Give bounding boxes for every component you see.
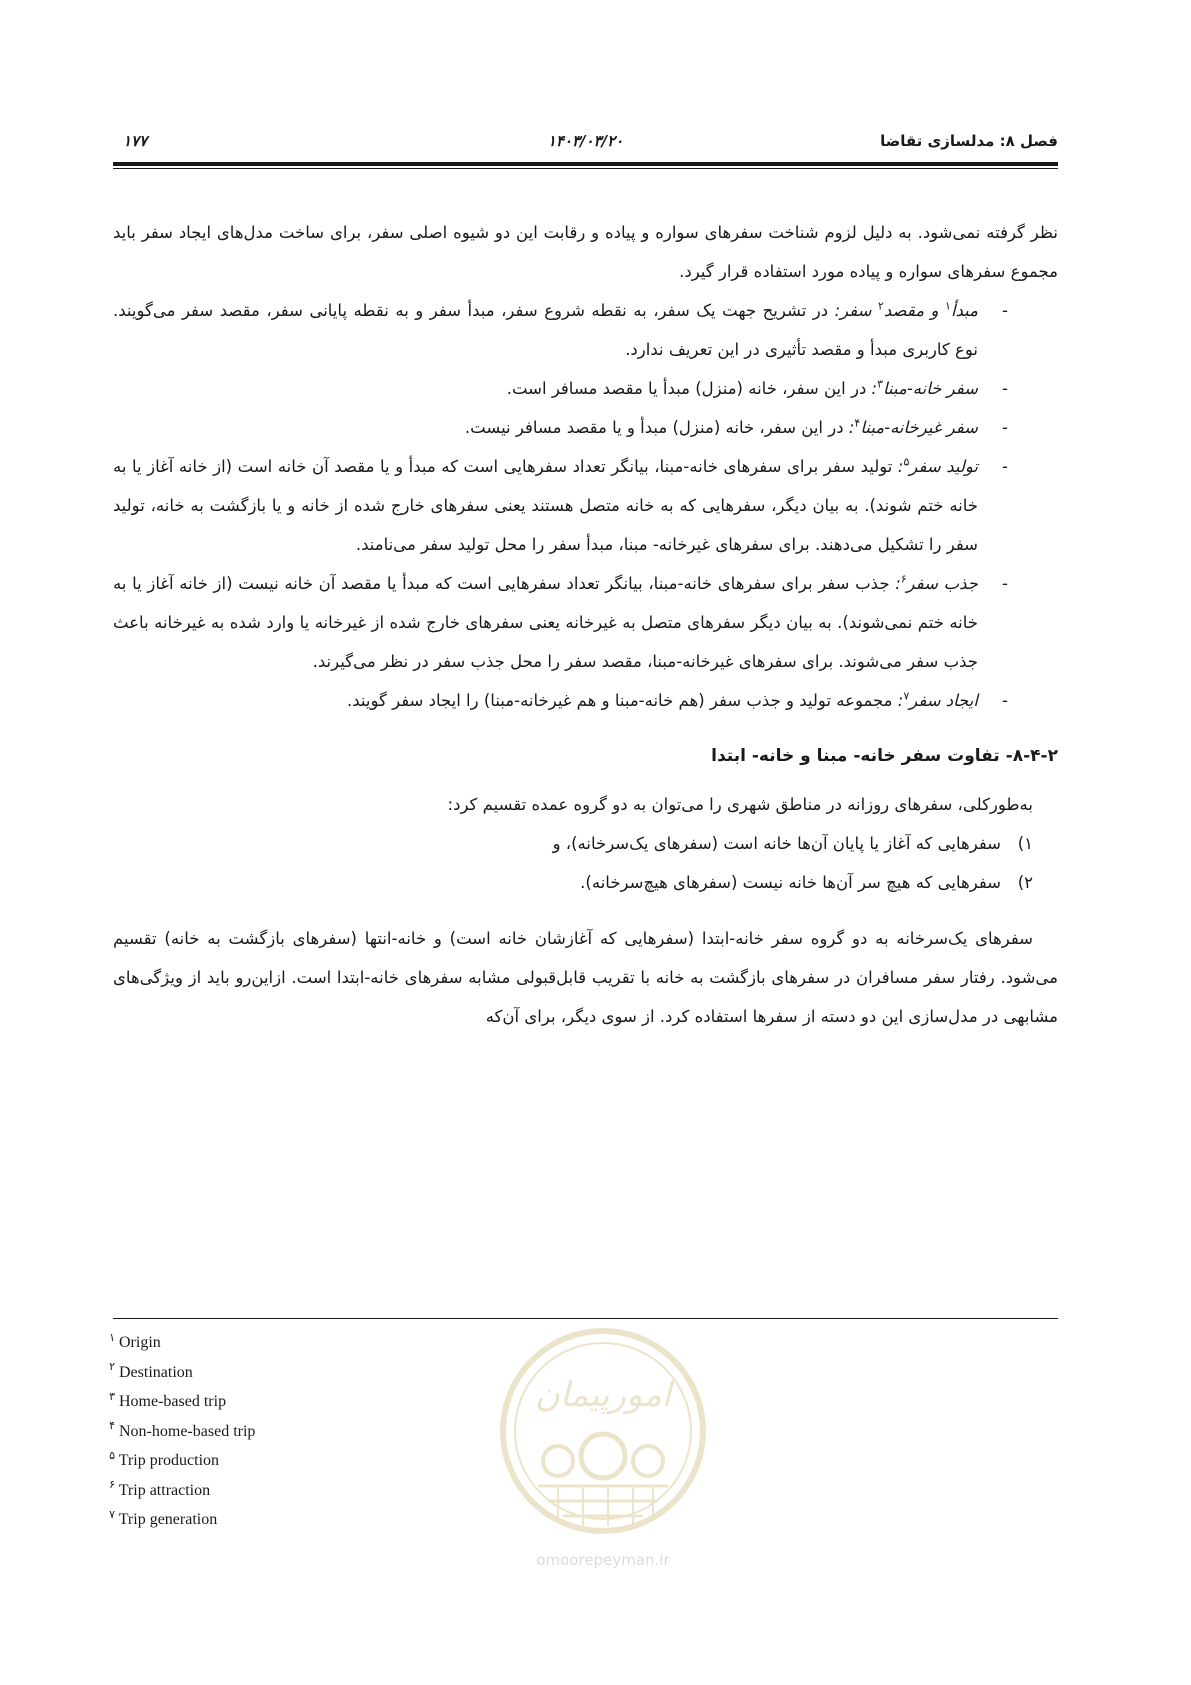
dash-bullet: - xyxy=(1002,457,1008,476)
footnote-ref: ۱ xyxy=(945,299,951,313)
term: : xyxy=(897,691,904,710)
item-number: ۱) xyxy=(1017,834,1033,853)
seal-icon xyxy=(488,1326,718,1546)
definition-item-home-based xyxy=(113,369,1058,408)
numbered-item xyxy=(113,824,1058,863)
definition-item-origin-destination xyxy=(113,291,1058,369)
term: و مقصد xyxy=(883,301,946,320)
footnote-ref: ۷ xyxy=(903,689,910,703)
section-heading: ۸-۴-۲- تفاوت سفر خانه- مبنا و خانه- ابتدا xyxy=(711,746,1058,766)
term: : xyxy=(871,379,878,398)
footnote-text: Home-based trip xyxy=(119,1393,227,1410)
dash-bullet: - xyxy=(1002,301,1008,320)
definition-text: در این سفر، خانه (منزل) مبدأ و یا مقصد مسافر نیست. xyxy=(464,418,849,437)
footnote-ref: ۲ xyxy=(877,299,884,313)
definition-text: در تشریح جهت یک سفر، به نقطه شروع سفر، مبدأ سفر و به نقطه پایانی سفر، مقصد سفر می‌گویند. نوع کاربری مبدأ و مقصد تأثیری در این تعریف ندارد. xyxy=(113,301,978,359)
footnote-ref: ۳ xyxy=(877,377,884,391)
continuation-paragraph: نظر گرفته نمی‌شود. به دلیل لزوم شناخت سفرهای سواره و پیاده و رقابت این دو شیوه اصلی سفر، برای ساخت مدل‌های ایجاد سفر باید مجموع سفرهای سواره و پیاده مورد استفاده قرار گیرد. xyxy=(113,223,1058,281)
numbered-list xyxy=(113,824,1058,902)
definition-text: در این سفر، خانه (منزل) مبدأ یا مقصد مسافر است. xyxy=(506,379,872,398)
footnote: ۷ Trip generation xyxy=(109,1508,218,1528)
footnote-text: Destination xyxy=(119,1363,193,1381)
dash-bullet: - xyxy=(1002,379,1008,398)
watermark-logo-text: امورپیمان xyxy=(534,1375,672,1415)
footnote-ref: ۶ xyxy=(900,572,907,586)
definition-item-trip-production xyxy=(113,447,1058,564)
numbered-item xyxy=(113,863,1058,902)
page-body xyxy=(113,213,1058,1036)
definition-text: جذب سفر برای سفرهای خانه-مبنا، بیانگر تعداد سفرهایی است که مبدأ یا مقصد آن خانه نیست (از خانه آغاز یا به خانه ختم نمی‌شوند). به بیان دیگر سفرهای متصل به غیرخانه یعنی سفرهای خارج شده از غیرخانه یا وارد شده به غیرخانه باعث جذب سفر می‌شوند. برای سفرهای غیرخانه-مبنا، مقصد سفر را محل جذب سفر در نظر می‌گیرند. xyxy=(113,574,978,671)
term: : xyxy=(848,418,855,437)
header-rule-thin xyxy=(113,168,1058,169)
definition-item-non-home-based xyxy=(113,408,1058,447)
dash-bullet: - xyxy=(1002,691,1008,710)
term: تولید سفر xyxy=(909,457,978,476)
definition-item-trip-generation xyxy=(113,681,1058,720)
definition-text: تولید سفر برای سفرهای خانه-مبنا، بیانگر تعداد سفرهایی است که مبدأ و یا مقصد آن خانه است (از خانه آغاز یا به خانه ختم شوند). به بیان دیگر، سفرهایی که به خانه متصل هستند یعنی سفرهای خارج شده از خانه و یا بازگشت به خانه، تولید سفر را تشکیل می‌دهند. برای سفرهای غیرخانه- مبنا، مبدأ سفر را محل تولید سفر می‌نامند. xyxy=(113,457,978,554)
header-date: ۱۴۰۳/۰۳/۲۰ xyxy=(547,132,624,150)
footnotes xyxy=(95,1328,495,1535)
page-header xyxy=(113,122,1058,162)
definition-list xyxy=(113,291,1058,720)
term: : xyxy=(895,574,901,593)
footnote: ۵ Trip production xyxy=(109,1449,220,1469)
footnote-rule xyxy=(113,1318,1058,1319)
footnote: ۳ Home-based trip xyxy=(109,1390,227,1410)
item-text: سفرهایی که آغاز یا پایان آن‌ها خانه است (سفرهای یک‌سرخانه)، و xyxy=(552,834,1001,853)
footnote-ref: ۵ xyxy=(903,455,910,469)
definition-item-trip-attraction xyxy=(113,564,1058,681)
footnote: ۱ Origin xyxy=(109,1331,161,1351)
dash-bullet: - xyxy=(1002,418,1008,437)
page-number: ۱۷۷ xyxy=(123,132,148,150)
footnote-ref: ۴ xyxy=(854,416,861,430)
footnote-text: Non-home-based trip xyxy=(119,1422,256,1440)
term: ایجاد سفر xyxy=(909,691,978,710)
footnote: ۲ Destination xyxy=(109,1361,193,1381)
term: جذب سفر xyxy=(906,574,978,593)
footnote: ۶ Trip attraction xyxy=(109,1479,211,1499)
watermark-logo xyxy=(488,1326,718,1571)
body-paragraph: سفرهای یک‌سرخانه به دو گروه سفر خانه-ابتدا (سفرهایی که آغازشان خانه است) و خانه-انتها (سفرهای بازگشت به خانه) تقسیم می‌شود. رفتار سفر مسافران در سفرهای بازگشت به خانه با تقریب قابل‌قبولی مشابه سفرهای خانه-ابتدا است. ازاین‌رو باید از ویژگی‌های مشابهی در مدل‌سازی این دو دسته از سفرها استفاده کرد. از سوی دیگر، برای آن‌که xyxy=(113,929,1058,1026)
item-text: سفرهایی که هیچ سر آن‌ها خانه نیست (سفرهای هیچ‌سرخانه). xyxy=(580,873,1001,892)
footnote-text: Origin xyxy=(119,1334,161,1351)
dash-bullet: - xyxy=(1002,574,1008,593)
watermark-url: omoorepeyman.ir xyxy=(536,1551,670,1569)
chapter-title: فصل ۸: مدلسازی تقاضا xyxy=(880,132,1058,150)
footnote-text: Trip generation xyxy=(118,1511,218,1528)
term: مبدأ xyxy=(950,301,978,320)
item-number: ۲) xyxy=(1017,873,1033,892)
term: سفر خانه-مبنا xyxy=(883,379,978,398)
footnote-text: Trip attraction xyxy=(118,1481,211,1499)
intro-paragraph: به‌طورکلی، سفرهای روزانه در مناطق شهری را می‌توان به دو گروه عمده تقسیم کرد: xyxy=(447,795,1033,814)
footnote-text: Trip production xyxy=(118,1452,220,1469)
footnote: ۴ Non-home-based trip xyxy=(109,1420,256,1440)
header-rule-thick xyxy=(113,162,1058,166)
term: : xyxy=(897,457,904,476)
term: سفر غیرخانه-مبنا xyxy=(860,418,978,437)
definition-text: مجموعه تولید و جذب سفر (هم خانه-مبنا و هم غیرخانه-مبنا) را ایجاد سفر گویند. xyxy=(346,691,898,710)
term: سفر: xyxy=(834,301,878,320)
